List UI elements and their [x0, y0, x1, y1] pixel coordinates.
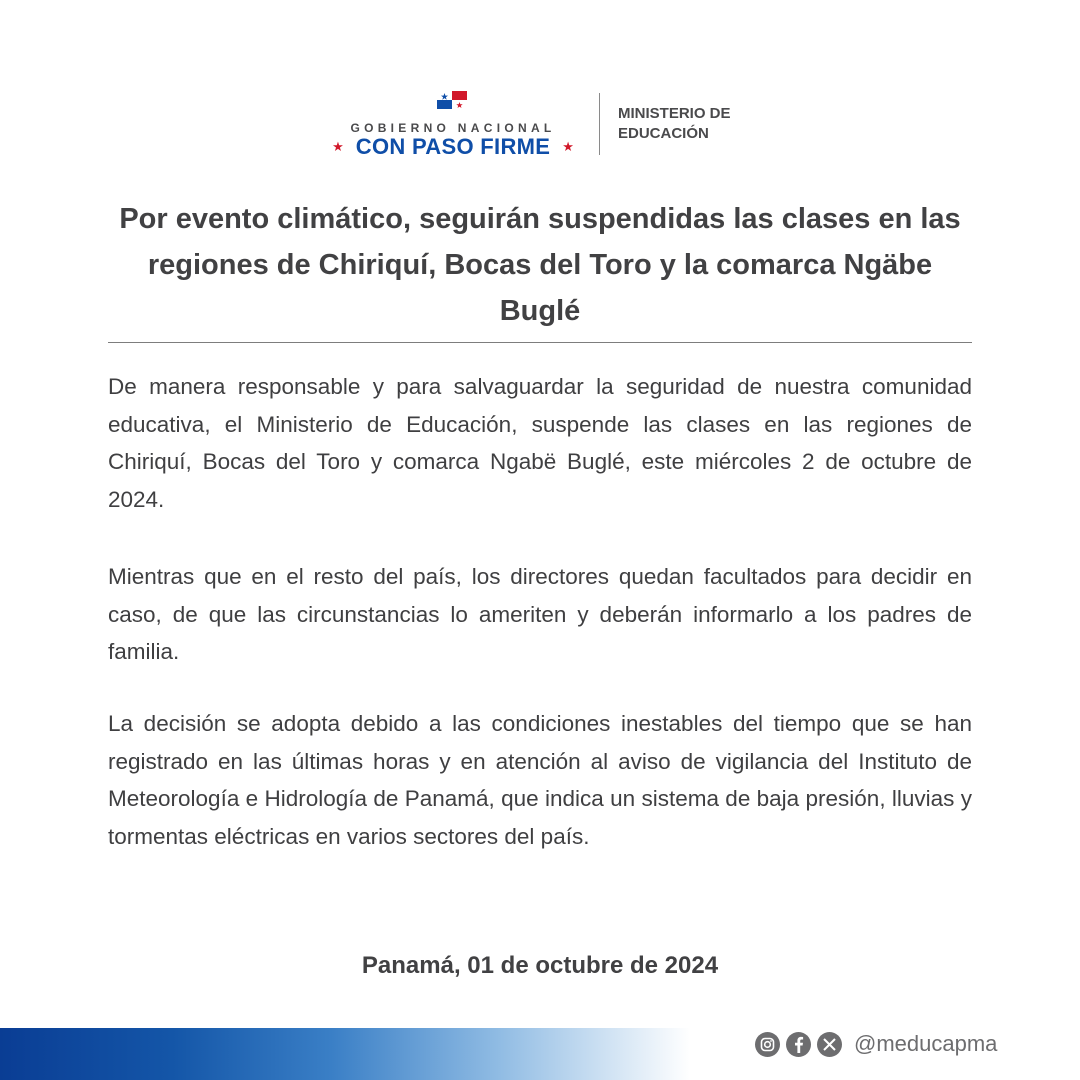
paragraph-3: La decisión se adopta debido a las condiciones inestables del tiempo que se han registrado en las últimas horas y en atención al aviso de vigilancia del Instituto de Meteorología e Hidrología de Panamá, que indica un sistema de baja presión, lluvias y tormentas eléctricas en varios sectores del país. [108, 711, 972, 849]
panama-flag-icon [437, 91, 467, 109]
ministerio-label [618, 104, 731, 144]
gobierno-nacional-label: GOBIERNO NACIONAL [350, 121, 556, 135]
ministerio-line-2: EDUCACIÓN [618, 125, 709, 142]
x-icon[interactable] [817, 1032, 842, 1057]
social-links [755, 1031, 997, 1057]
red-star-icon: ★ [332, 139, 344, 154]
slogan-text: CON PASO FIRME [355, 134, 551, 159]
red-star-icon: ★ [562, 139, 574, 154]
slogan [322, 134, 584, 160]
paragraph-1: De manera responsable y para salvaguardar la seguridad de nuestra comunidad educativa, el Ministerio de Educación, suspende las clases en las regiones de Chiriquí, Bocas del Toro y comarca Ngabë Buglé, este miércoles 2 de octubre de 2024. [108, 374, 972, 512]
page-title: Por evento climático, seguirán suspendidas las clases en las regiones de Chiriquí, Bocas del Toro y la comarca Ngäbe Buglé [119, 203, 961, 327]
ministerio-line-1: MINISTERIO DE [618, 105, 731, 122]
header-divider [599, 93, 600, 155]
footer-gradient-band [0, 1028, 690, 1080]
header [0, 90, 1080, 160]
dateline: Panamá, 01 de octubre de 2024 [361, 952, 719, 979]
facebook-icon[interactable] [786, 1032, 811, 1057]
paragraph-2: Mientras que en el resto del país, los directores quedan facultados para decidir en caso, de que las circunstancias lo ameriten y deberán informarlo a los padres de familia. [108, 564, 972, 664]
social-handle[interactable]: @meducapma [854, 1031, 998, 1056]
title-divider [108, 342, 972, 343]
instagram-icon[interactable] [755, 1032, 780, 1057]
